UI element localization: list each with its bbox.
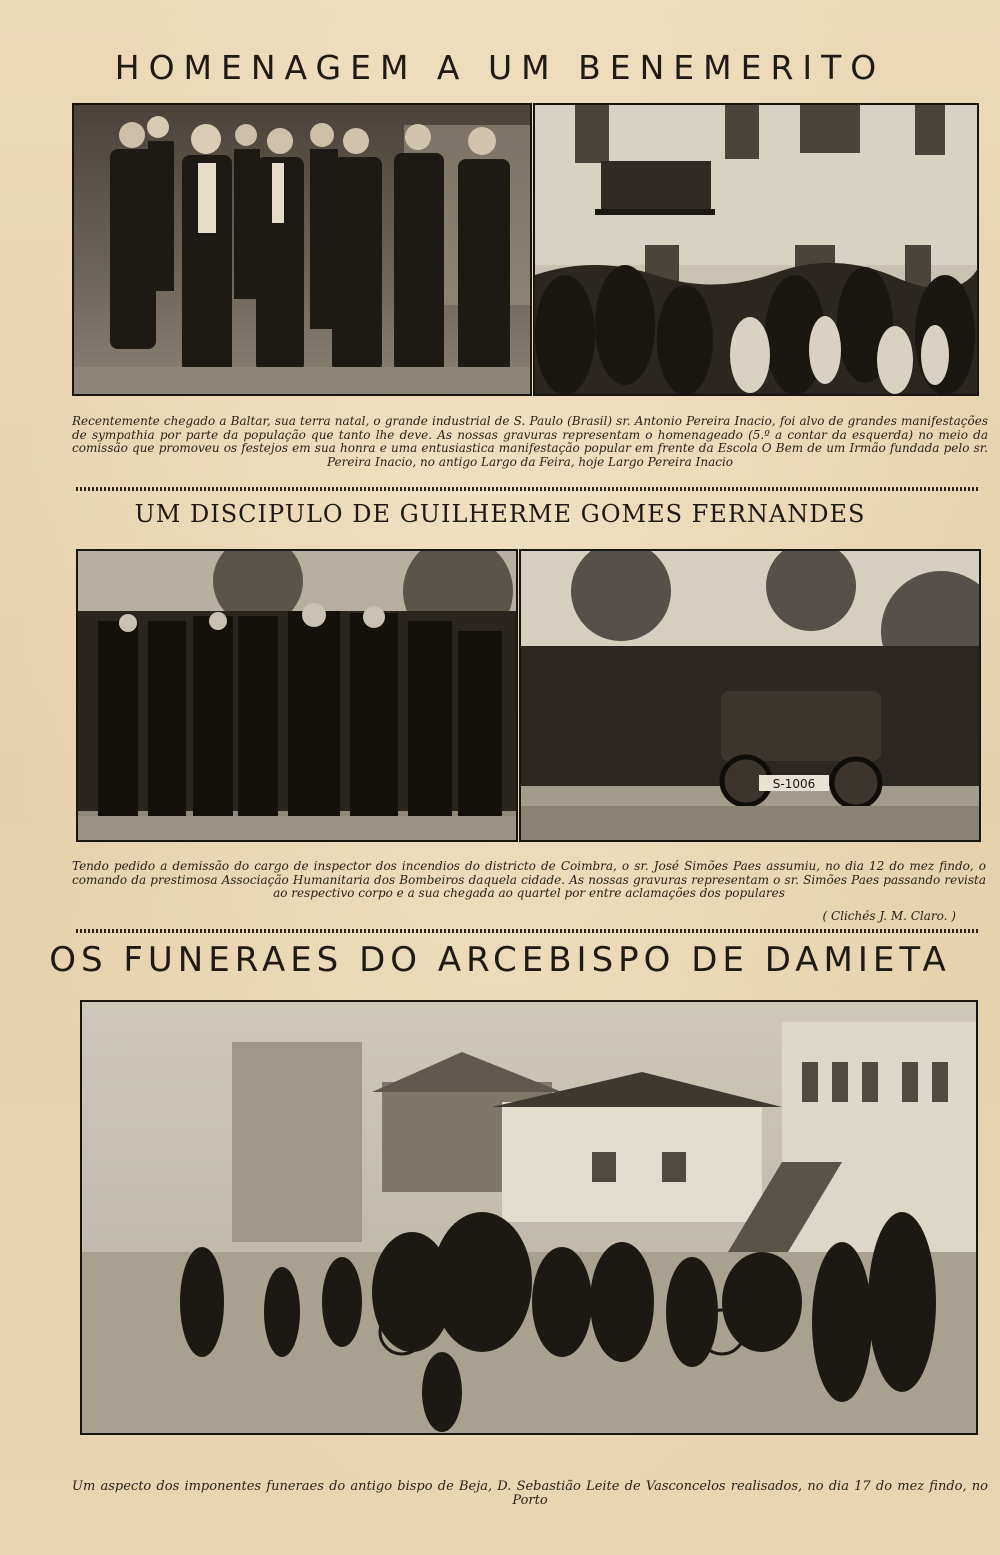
headline-discipulo: UM DISCIPULO DE GUILHERME GOMES FERNANDES bbox=[134, 500, 866, 528]
section-divider bbox=[76, 929, 978, 933]
caption-funeraes: Um aspecto dos imponentes funeraes do antigo bispo de Beja, D. Sebastião Leite de Vasconcelos realisados, no dia 17 do mez findo, no Porto bbox=[72, 1479, 988, 1508]
photo-credit: ( Clichés J. M. Claro. ) bbox=[822, 909, 956, 923]
photo-firemen-review bbox=[76, 549, 518, 842]
headline-homenagem: HOMENAGEM A UM BENEMERITO bbox=[114, 48, 886, 87]
section-divider bbox=[76, 487, 978, 491]
caption-discipulo: Tendo pedido a demissão do cargo de inspector dos incendios do districto de Coimbra, o sr. José Simões Paes assumiu, no dia 12 do mez findo, o comando da prestimosa Associação Humanitaria dos Bombeiros daquela cidade. As nossas gravuras representam o sr. Simões Paes passando revista ao respectivo corpo e a sua chegada ao quartel por entre aclamações dos populares bbox=[72, 859, 986, 900]
headline-funeraes: OS FUNERAES DO ARCEBISPO DE DAMIETA bbox=[49, 940, 951, 980]
photo-arrival-car bbox=[519, 549, 981, 842]
caption-homenagem: Recentemente chegado a Baltar, sua terra natal, o grande industrial de S. Paulo (Brasil) sr. Antonio Pereira Inacio, foi alvo de grandes manifestações de sympathia por parte da população que tanto lhe deve. As nossas gravuras representam o homenageado (5.º a contar da esquerda) no meio da comissão que promoveu os festejos em sua honra e uma entusiastica manifestação popular em frente da Escola O Bem de um Irmão fundada pelo sr. Pereira Inacio, no antigo Largo da Feira, hoje Largo Pereira Inacio bbox=[72, 414, 988, 469]
car-license-plate: S-1006 bbox=[772, 777, 816, 791]
photo-funeral-procession bbox=[80, 1000, 978, 1435]
photo-committee-group bbox=[72, 103, 532, 396]
photo-crowd-at-school bbox=[533, 103, 979, 396]
